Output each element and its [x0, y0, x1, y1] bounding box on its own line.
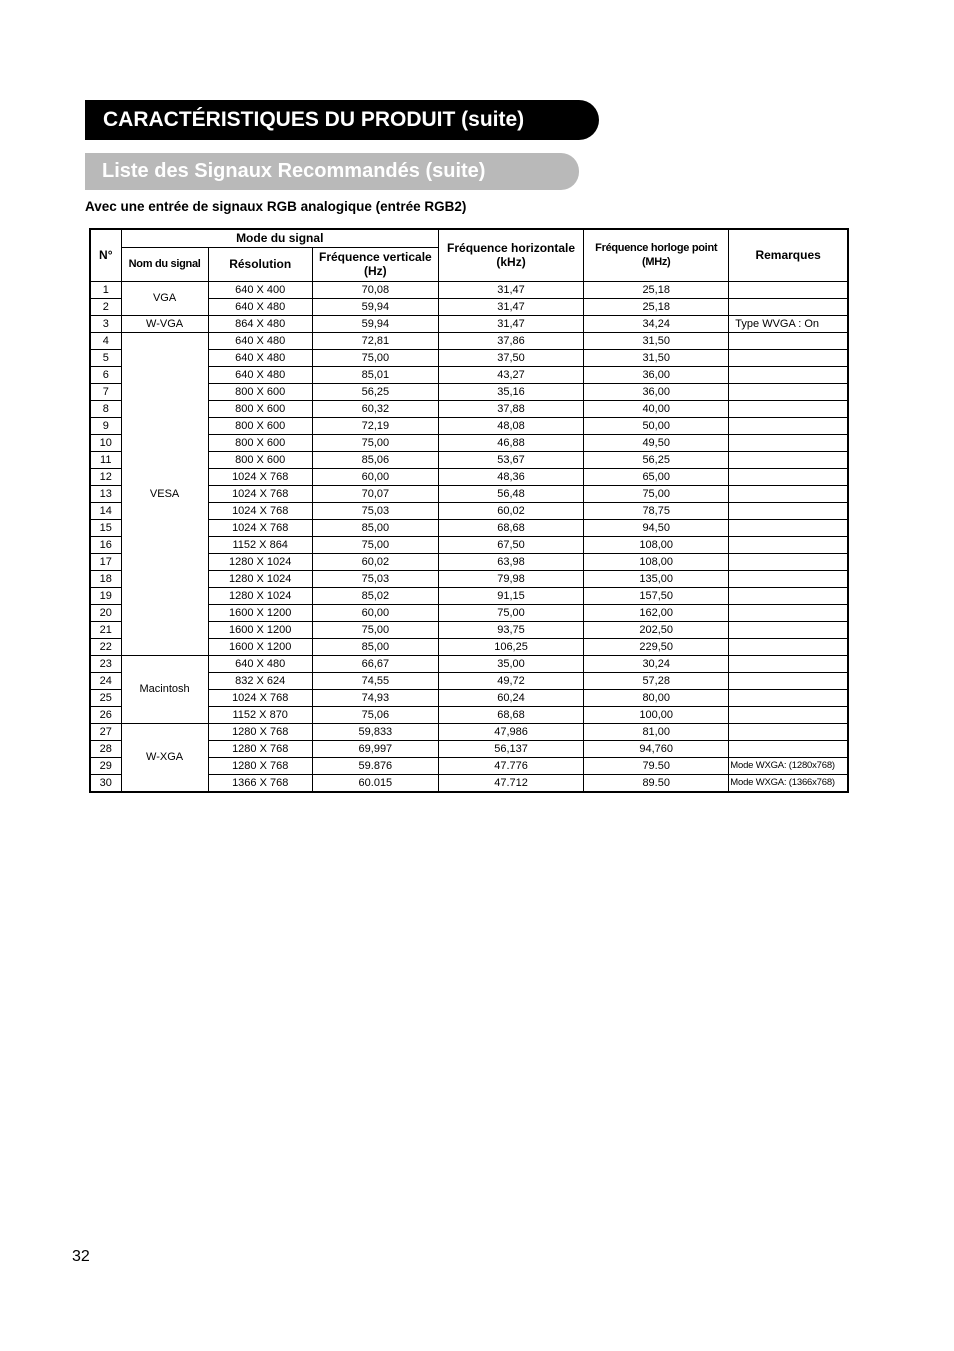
page-number: 32 — [72, 1248, 90, 1265]
cell-number: 8 — [90, 400, 121, 417]
header-dot-clock — [584, 229, 729, 281]
cell-resolution: 1024 X 768 — [208, 485, 312, 502]
cell-resolution: 640 X 480 — [208, 349, 312, 366]
cell-resolution: 1600 X 1200 — [208, 621, 312, 638]
cell-remarks — [729, 519, 848, 536]
cell-number: 11 — [90, 451, 121, 468]
cell-number: 7 — [90, 383, 121, 400]
cell-vertical-frequency: 85,01 — [312, 366, 438, 383]
header-horizontal-frequency — [438, 229, 583, 281]
cell-number: 3 — [90, 315, 121, 332]
table-row — [90, 723, 848, 740]
cell-vertical-frequency: 75,03 — [312, 502, 438, 519]
cell-remarks — [729, 706, 848, 723]
cell-remarks — [729, 502, 848, 519]
table-caption: Avec une entrée de signaux RGB analogique (entrée RGB2) — [85, 199, 467, 214]
cell-number: 14 — [90, 502, 121, 519]
cell-vertical-frequency: 56,25 — [312, 383, 438, 400]
cell-horizontal-frequency: 37,50 — [438, 349, 583, 366]
cell-resolution: 1280 X 768 — [208, 757, 312, 774]
cell-horizontal-frequency: 106,25 — [438, 638, 583, 655]
cell-remarks — [729, 468, 848, 485]
cell-horizontal-frequency: 75,00 — [438, 604, 583, 621]
cell-resolution: 1024 X 768 — [208, 689, 312, 706]
cell-number: 4 — [90, 332, 121, 349]
cell-number: 10 — [90, 434, 121, 451]
cell-number: 23 — [90, 655, 121, 672]
header-number: N° — [90, 229, 121, 281]
cell-dot-clock: 80,00 — [584, 689, 729, 706]
cell-vertical-frequency: 75,00 — [312, 434, 438, 451]
cell-resolution: 1366 X 768 — [208, 774, 312, 792]
cell-vertical-frequency: 75,00 — [312, 536, 438, 553]
cell-resolution: 864 X 480 — [208, 315, 312, 332]
header-vertical-frequency-unit: (Hz) — [364, 264, 387, 278]
cell-vertical-frequency: 75,06 — [312, 706, 438, 723]
cell-horizontal-frequency: 56,48 — [438, 485, 583, 502]
cell-resolution: 640 X 480 — [208, 298, 312, 315]
cell-resolution: 640 X 480 — [208, 366, 312, 383]
cell-remarks — [729, 332, 848, 349]
cell-resolution: 1280 X 1024 — [208, 570, 312, 587]
cell-number: 24 — [90, 672, 121, 689]
cell-horizontal-frequency: 93,75 — [438, 621, 583, 638]
cell-dot-clock: 157,50 — [584, 587, 729, 604]
cell-remarks — [729, 451, 848, 468]
cell-horizontal-frequency: 79,98 — [438, 570, 583, 587]
cell-remarks — [729, 655, 848, 672]
cell-vertical-frequency: 74,55 — [312, 672, 438, 689]
cell-vertical-frequency: 60,32 — [312, 400, 438, 417]
cell-resolution: 1024 X 768 — [208, 502, 312, 519]
cell-dot-clock: 40,00 — [584, 400, 729, 417]
cell-remarks — [729, 621, 848, 638]
cell-horizontal-frequency: 31,47 — [438, 298, 583, 315]
cell-dot-clock: 36,00 — [584, 366, 729, 383]
header-remarks: Remarques — [729, 229, 848, 281]
cell-vertical-frequency: 75,00 — [312, 349, 438, 366]
header-horizontal-frequency-unit: (kHz) — [496, 255, 526, 270]
cell-horizontal-frequency: 67,50 — [438, 536, 583, 553]
cell-remarks — [729, 366, 848, 383]
cell-vertical-frequency: 59,94 — [312, 315, 438, 332]
cell-vertical-frequency: 75,03 — [312, 570, 438, 587]
signal-rows — [90, 281, 848, 792]
cell-horizontal-frequency: 60,24 — [438, 689, 583, 706]
header-signal-mode: Mode du signal — [121, 229, 438, 247]
cell-dot-clock: 89.50 — [584, 774, 729, 792]
cell-resolution: 640 X 480 — [208, 655, 312, 672]
cell-resolution: 1600 X 1200 — [208, 604, 312, 621]
cell-vertical-frequency: 85,06 — [312, 451, 438, 468]
cell-horizontal-frequency: 37,86 — [438, 332, 583, 349]
cell-vertical-frequency: 59,833 — [312, 723, 438, 740]
cell-horizontal-frequency: 91,15 — [438, 587, 583, 604]
cell-remarks — [729, 400, 848, 417]
cell-dot-clock: 94,50 — [584, 519, 729, 536]
header-dot-clock-label: Fréquence horloge point — [595, 242, 718, 255]
cell-signal-name: VGA — [121, 281, 208, 315]
cell-remarks — [729, 281, 848, 298]
cell-remarks — [729, 723, 848, 740]
header-resolution: Résolution — [208, 247, 312, 281]
cell-number: 30 — [90, 774, 121, 792]
cell-number: 28 — [90, 740, 121, 757]
header-horizontal-frequency-label: Fréquence horizontale — [447, 241, 576, 256]
cell-dot-clock: 50,00 — [584, 417, 729, 434]
cell-remarks: Mode WXGA: (1280x768) — [729, 757, 848, 774]
cell-horizontal-frequency: 60,02 — [438, 502, 583, 519]
cell-remarks — [729, 638, 848, 655]
cell-vertical-frequency: 72,81 — [312, 332, 438, 349]
cell-dot-clock: 30,24 — [584, 655, 729, 672]
cell-signal-name: Macintosh — [121, 655, 208, 723]
cell-horizontal-frequency: 43,27 — [438, 366, 583, 383]
cell-number: 22 — [90, 638, 121, 655]
cell-resolution: 1280 X 1024 — [208, 587, 312, 604]
cell-remarks — [729, 298, 848, 315]
cell-horizontal-frequency: 48,08 — [438, 417, 583, 434]
table-row — [90, 332, 848, 349]
cell-remarks — [729, 434, 848, 451]
cell-horizontal-frequency: 49,72 — [438, 672, 583, 689]
cell-resolution: 1280 X 768 — [208, 723, 312, 740]
cell-resolution: 1024 X 768 — [208, 468, 312, 485]
cell-number: 19 — [90, 587, 121, 604]
cell-resolution: 1152 X 870 — [208, 706, 312, 723]
cell-horizontal-frequency: 53,67 — [438, 451, 583, 468]
cell-dot-clock: 229,50 — [584, 638, 729, 655]
cell-dot-clock: 94,760 — [584, 740, 729, 757]
cell-remarks: Type WVGA : On — [729, 315, 848, 332]
cell-dot-clock: 31,50 — [584, 332, 729, 349]
cell-vertical-frequency: 85,00 — [312, 519, 438, 536]
cell-resolution: 800 X 600 — [208, 451, 312, 468]
cell-dot-clock: 31,50 — [584, 349, 729, 366]
cell-number: 13 — [90, 485, 121, 502]
cell-horizontal-frequency: 31,47 — [438, 281, 583, 298]
cell-horizontal-frequency: 35,00 — [438, 655, 583, 672]
cell-vertical-frequency: 60,00 — [312, 604, 438, 621]
cell-number: 2 — [90, 298, 121, 315]
cell-number: 25 — [90, 689, 121, 706]
cell-vertical-frequency: 69,997 — [312, 740, 438, 757]
cell-number: 12 — [90, 468, 121, 485]
cell-dot-clock: 49,50 — [584, 434, 729, 451]
cell-horizontal-frequency: 68,68 — [438, 519, 583, 536]
cell-dot-clock: 25,18 — [584, 298, 729, 315]
cell-remarks: Mode WXGA: (1366x768) — [729, 774, 848, 792]
cell-remarks — [729, 587, 848, 604]
cell-remarks — [729, 417, 848, 434]
recommended-signals-table — [89, 228, 849, 793]
header-vertical-frequency-label: Fréquence verticale — [318, 250, 432, 264]
cell-horizontal-frequency: 46,88 — [438, 434, 583, 451]
cell-number: 1 — [90, 281, 121, 298]
cell-vertical-frequency: 60,02 — [312, 553, 438, 570]
cell-dot-clock: 81,00 — [584, 723, 729, 740]
cell-number: 18 — [90, 570, 121, 587]
header-dot-clock-unit: (MHz) — [641, 256, 671, 269]
cell-number: 16 — [90, 536, 121, 553]
cell-vertical-frequency: 85,00 — [312, 638, 438, 655]
cell-remarks — [729, 553, 848, 570]
cell-number: 6 — [90, 366, 121, 383]
cell-vertical-frequency: 85,02 — [312, 587, 438, 604]
cell-horizontal-frequency: 56,137 — [438, 740, 583, 757]
cell-dot-clock: 100,00 — [584, 706, 729, 723]
table-row — [90, 315, 848, 332]
cell-number: 17 — [90, 553, 121, 570]
cell-resolution: 1024 X 768 — [208, 519, 312, 536]
cell-dot-clock: 202,50 — [584, 621, 729, 638]
cell-horizontal-frequency: 68,68 — [438, 706, 583, 723]
subsection-title-banner: Liste des Signaux Recommandés (suite) — [85, 153, 579, 190]
cell-remarks — [729, 349, 848, 366]
cell-dot-clock: 108,00 — [584, 553, 729, 570]
cell-number: 9 — [90, 417, 121, 434]
cell-number: 20 — [90, 604, 121, 621]
cell-vertical-frequency: 60.015 — [312, 774, 438, 792]
section-title-banner: CARACTÉRISTIQUES DU PRODUIT (suite) — [85, 100, 599, 140]
cell-dot-clock: 34,24 — [584, 315, 729, 332]
cell-remarks — [729, 740, 848, 757]
cell-number: 26 — [90, 706, 121, 723]
cell-horizontal-frequency: 31,47 — [438, 315, 583, 332]
cell-vertical-frequency: 74,93 — [312, 689, 438, 706]
cell-resolution: 800 X 600 — [208, 417, 312, 434]
cell-resolution: 800 X 600 — [208, 400, 312, 417]
cell-dot-clock: 65,00 — [584, 468, 729, 485]
cell-resolution: 832 X 624 — [208, 672, 312, 689]
cell-remarks — [729, 672, 848, 689]
cell-resolution: 1280 X 768 — [208, 740, 312, 757]
cell-resolution: 640 X 480 — [208, 332, 312, 349]
cell-resolution: 640 X 400 — [208, 281, 312, 298]
cell-dot-clock: 25,18 — [584, 281, 729, 298]
cell-remarks — [729, 536, 848, 553]
cell-vertical-frequency: 60,00 — [312, 468, 438, 485]
cell-resolution: 800 X 600 — [208, 434, 312, 451]
cell-vertical-frequency: 72,19 — [312, 417, 438, 434]
cell-horizontal-frequency: 48,36 — [438, 468, 583, 485]
cell-horizontal-frequency: 63,98 — [438, 553, 583, 570]
table-row — [90, 281, 848, 298]
cell-resolution: 1280 X 1024 — [208, 553, 312, 570]
cell-dot-clock: 108,00 — [584, 536, 729, 553]
cell-horizontal-frequency: 37,88 — [438, 400, 583, 417]
cell-horizontal-frequency: 35,16 — [438, 383, 583, 400]
table-row — [90, 655, 848, 672]
cell-remarks — [729, 383, 848, 400]
cell-vertical-frequency: 66,67 — [312, 655, 438, 672]
cell-vertical-frequency: 59.876 — [312, 757, 438, 774]
cell-resolution: 1152 X 864 — [208, 536, 312, 553]
cell-horizontal-frequency: 47,986 — [438, 723, 583, 740]
cell-remarks — [729, 689, 848, 706]
cell-horizontal-frequency: 47.712 — [438, 774, 583, 792]
cell-horizontal-frequency: 47.776 — [438, 757, 583, 774]
cell-dot-clock: 79.50 — [584, 757, 729, 774]
cell-dot-clock: 162,00 — [584, 604, 729, 621]
cell-remarks — [729, 485, 848, 502]
cell-number: 15 — [90, 519, 121, 536]
cell-number: 5 — [90, 349, 121, 366]
cell-signal-name: W-VGA — [121, 315, 208, 332]
cell-number: 21 — [90, 621, 121, 638]
cell-dot-clock: 135,00 — [584, 570, 729, 587]
cell-remarks — [729, 570, 848, 587]
header-signal-name: Nom du signal — [121, 247, 208, 281]
cell-vertical-frequency: 59,94 — [312, 298, 438, 315]
cell-dot-clock: 36,00 — [584, 383, 729, 400]
cell-vertical-frequency: 70,08 — [312, 281, 438, 298]
cell-vertical-frequency: 75,00 — [312, 621, 438, 638]
cell-remarks — [729, 604, 848, 621]
cell-signal-name: VESA — [121, 332, 208, 655]
cell-dot-clock: 75,00 — [584, 485, 729, 502]
cell-vertical-frequency: 70,07 — [312, 485, 438, 502]
cell-resolution: 800 X 600 — [208, 383, 312, 400]
cell-dot-clock: 78,75 — [584, 502, 729, 519]
cell-resolution: 1600 X 1200 — [208, 638, 312, 655]
cell-number: 27 — [90, 723, 121, 740]
cell-dot-clock: 56,25 — [584, 451, 729, 468]
cell-signal-name: W-XGA — [121, 723, 208, 792]
cell-number: 29 — [90, 757, 121, 774]
cell-dot-clock: 57,28 — [584, 672, 729, 689]
header-vertical-frequency — [312, 247, 438, 281]
